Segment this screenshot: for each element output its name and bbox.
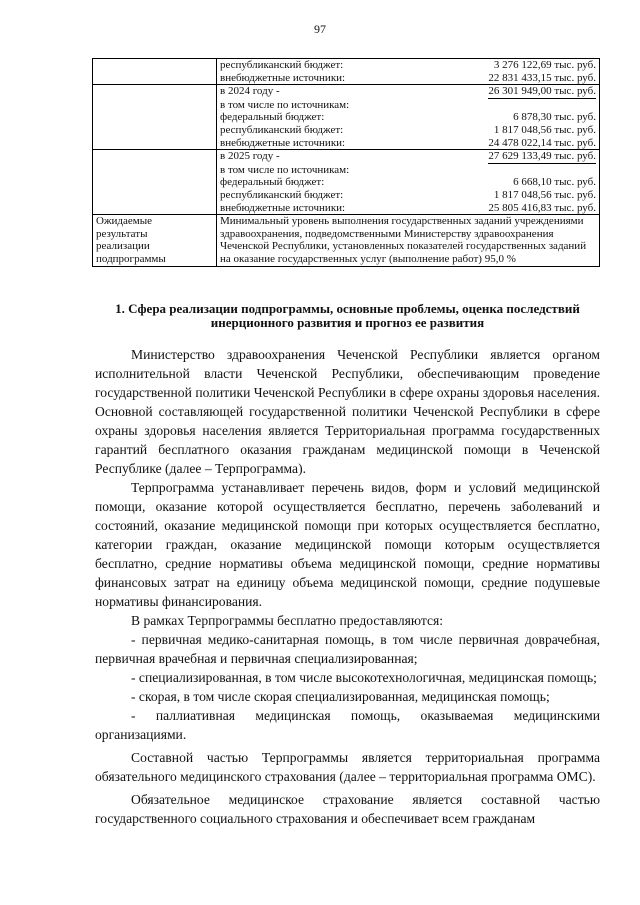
table-cell-empty — [93, 150, 217, 215]
label-line: результаты — [96, 227, 148, 240]
list-item: - паллиативная медицинская помощь, оказываемая медицинскими организациями. — [95, 708, 600, 742]
table-cell-financing — [217, 59, 600, 85]
financing-line — [220, 124, 596, 137]
financing-line — [220, 59, 596, 72]
label-line: подпрограммы — [96, 252, 166, 265]
paragraph: В рамках Терпрограммы бесплатно предоставляются: — [131, 613, 444, 628]
line-label: республиканский бюджет: — [220, 188, 344, 201]
table-cell-2025 — [217, 150, 600, 215]
page-number: 97 — [314, 22, 326, 36]
list-item: - специализированная, в том числе высокотехнологичная, медицинская помощь; — [131, 670, 597, 685]
line-label: внебюджетные источники: — [220, 136, 346, 149]
line-label: внебюджетные источники: — [220, 71, 346, 84]
table-row — [93, 150, 600, 215]
expected-results-text: Минимальный уровень выполнения государственных заданий учреждениями здравоохранения, подведомственными Министерству здравоохранения Чеченской Республики, установленных показателей государственных заданий на оказание государственных услуг (выполнение работ) 95,0 % — [217, 215, 600, 266]
line-label: федеральный бюджет: — [220, 176, 325, 189]
line-value: 24 478 022,14 тыс. руб. — [488, 136, 596, 149]
paragraph: Терпрограмма устанавливает перечень видов, форм и условий медицинской помощи, оказание которой осуществляется бесплатно, перечень заболеваний и состояний, оказание медицинской помощи при которых осуществляется бесплатно, категории граждан, оказание медицинской помощи которым осуществляется бесплатно, средние нормативы объема медицинской помощи, средние нормативы финансовых затрат на единицу объема медицинской помощи, средние подушевые нормативы финансирования. — [95, 480, 600, 609]
table-cell-2024 — [217, 85, 600, 150]
line-label: федеральный бюджет: — [220, 111, 325, 124]
line-value: 6 668,10 тыс. руб. — [513, 176, 596, 189]
label-line: Ожидаемые — [96, 215, 153, 228]
year-label: в 2025 году - — [220, 150, 280, 163]
financing-table — [92, 58, 600, 267]
table-row — [93, 215, 600, 266]
financing-line — [220, 72, 596, 85]
year-value: 26 301 949,00 тыс. руб. — [488, 85, 596, 98]
paragraph: Министерство здравоохранения Чеченской Республики является органом исполнительной власти Чеченской Республики, обеспечивающим проведение государственной политики Чеченской Республики в сфере охраны здоровья населения. Основной составляющей государственной политики Чеченской Республики в сфере охраны здоровья населения является Территориальная программа государственных гарантий бесплатного оказания гражданам медицинской помощи в Чеченской Республике (далее – Терпрограмма). — [95, 347, 600, 476]
financing-line — [220, 189, 596, 202]
table-row — [93, 85, 600, 150]
line-label: республиканский бюджет: — [220, 123, 344, 136]
financing-line — [220, 111, 596, 124]
year-value: 27 629 133,49 тыс. руб. — [488, 150, 596, 163]
table-row — [93, 59, 600, 85]
year-line — [220, 150, 596, 164]
line-value: 22 831 433,15 тыс. руб. — [488, 71, 596, 84]
label-line: реализации — [96, 240, 150, 253]
paragraph: Обязательное медицинское страхование является составной частью государственного социального страхования и обеспечивает всем гражданам — [95, 792, 600, 826]
sources-label: в том числе по источникам: — [220, 98, 350, 111]
list-item: - скорая, в том числе скорая специализированная, медицинская помощь; — [131, 689, 550, 704]
table-cell-empty — [93, 59, 217, 85]
line-value: 6 878,30 тыс. руб. — [513, 111, 596, 124]
line-label: республиканский бюджет: — [220, 59, 344, 71]
table-cell-empty — [93, 85, 217, 150]
line-value: 1 817 048,56 тыс. руб. — [493, 123, 596, 136]
paragraph: Составной частью Терпрограммы является территориальная программа обязательного медицинского страхования (далее – территориальная программа ОМС). — [95, 750, 600, 784]
financing-line — [220, 176, 596, 189]
year-label: в 2024 году - — [220, 85, 280, 98]
financing-line — [220, 137, 596, 150]
line-label: внебюджетные источники: — [220, 201, 346, 214]
year-line — [220, 85, 596, 99]
line-value: 1 817 048,56 тыс. руб. — [493, 188, 596, 201]
expected-results-label — [93, 215, 217, 266]
financing-line — [220, 202, 596, 215]
body-text — [95, 345, 600, 828]
line-value: 3 276 122,69 тыс. руб. — [493, 59, 596, 71]
sources-label: в том числе по источникам: — [220, 163, 350, 176]
section-heading: 1. Сфера реализации подпрограммы, основные проблемы, оценка последствий инерционного развития и прогноз ее развития — [115, 301, 580, 330]
list-item: - первичная медико-санитарная помощь, в том числе первичная доврачебная, первичная врачебная и первичная специализированная; — [95, 632, 600, 666]
line-value: 25 805 416,83 тыс. руб. — [488, 201, 596, 214]
